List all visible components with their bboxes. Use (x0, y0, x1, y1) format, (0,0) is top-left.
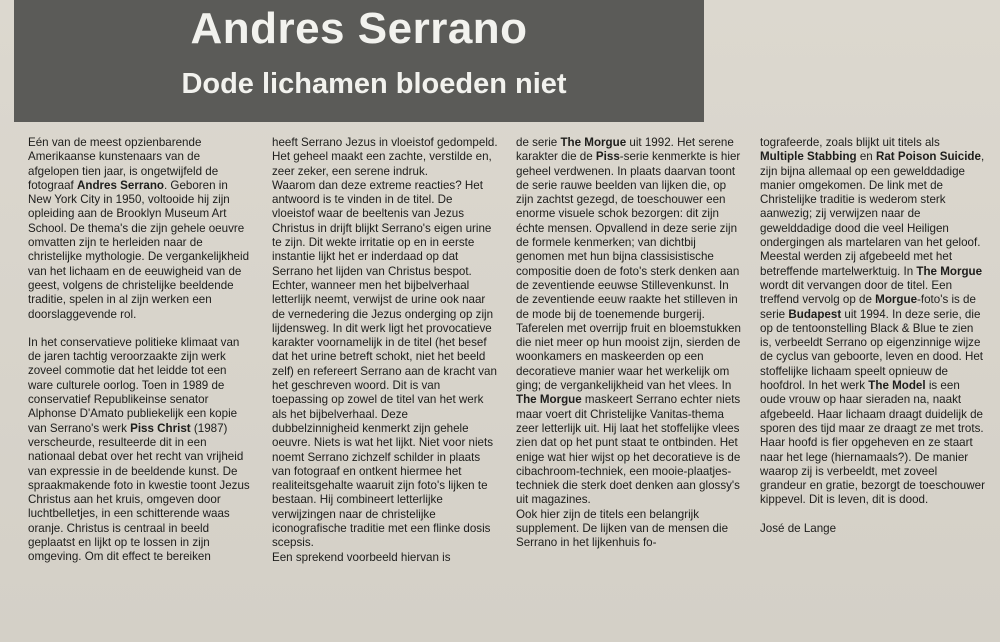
text-run: heeft Serrano Jezus in vloeistof gedompeld. Het geheel maakt een zachte, verstilde en, zeer zeker, een serene indruk. (272, 136, 498, 178)
highlighted-title: The Morgue (916, 264, 983, 278)
text-run: -serie kenmerkte is hier geheel verdwenen. In plaats daarvan toont de serie rauwe beelden van lijken die, op zijn zachtst gezegd, de toeschouwer een enorme visuele schok bezorgen: dit zijn échte mensen. Opvallend in deze serie zijn de formele kenmerken; van dichtbij genomen met hun bijna classisistische compositie doen de foto's sterk denken aan de zeventiende eeuwse Stillevenkunst. In de zeventiende eeuw raakte het stilleven in de mode bij de toenemende burgerij. Taferelen met overrijp fruit en bloemstukken die niet meer op hun mooist zijn, sierden de woonkamers en maskeerden op een decoratieve manier waar het werkelijk om ging; de vergankelijkheid van het vlees. In (516, 150, 741, 393)
highlighted-title: Rat Poison Suicide (875, 150, 981, 164)
text-run: de serie (516, 136, 561, 149)
highlighted-title: The Model (868, 379, 926, 393)
highlighted-title: Multiple Stabbing (760, 150, 857, 164)
text-run: en (856, 150, 876, 164)
paragraph (28, 336, 254, 565)
column-1 (28, 136, 254, 636)
text-run: wordt dit vervangen door de titel. Een treffend vervolg op de (760, 278, 953, 307)
text-run: . Geboren in New York City in 1950, voltooide hij zijn opleiding aan de Brooklyn Museum Art School. De thema's die zijn gehele oeuvre omvatten zijn te herleiden naar de christelijke mythologie. De vergankelijkheid van het lichaam en de eeuwigheid van de geest, volgens de christelijke beeldende traditie, spelen in al zijn werken een doorslaggevende rol. (28, 178, 250, 321)
text-run: Ook hier zijn de titels een belangrijk supplement. De lijken van de mensen die Serrano in het lijkenhuis fo- (516, 507, 729, 550)
text-run: In het conservatieve politieke klimaat van de jaren tachtig veroorzaakte zijn werk zoveel commotie dat het leidde tot een ware culturele oorlog. Toen in 1989 de conservatief Republikeinse senator Alphonse D'Amato publiekelijk een kopie van Serrano's werk (28, 335, 240, 435)
highlighted-title: Piss (595, 150, 620, 164)
highlighted-title: Budapest (788, 307, 842, 321)
text-run: Waarom dan deze extreme reacties? Het antwoord is te vinden in de titel. De vloeistof waar de beeltenis van Jezus Christus in drijft blijkt Serrano's eigen urine te zijn. Dit wekte irritatie op en in eerste instantie lijkt het er inderdaad op dat Serrano het lijden van Christus bespot. Echter, wanneer men het bijbelverhaal letterlijk neemt, verwijst de urine ook naar de vernedering die Jezus onderging op zijn lijdensweg. In dit werk ligt het provocatieve karakter voornamelijk in de titel (het besef dat het urine betreft schokt, niet het beeld zelf) en refereert Serrano aan de kracht van het geschreven woord. Dit is van toepassing op zowel de titel van het werk als het bijbelverhaal. Deze dubbelzinnigheid kenmerkt zijn gehele oeuvre. Niets is wat het lijkt. Niet voor niets noemt Serrano zichzelf schilder in plaats van fotograaf en ontkent hiermee het realiteitsgehalte waaruit zijn foto's lijken te bestaan. Hij combineert letterlijke verwijzingen naar de christelijke iconografische traditie met een flinke dosis scepsis. (272, 178, 497, 550)
paragraph (272, 136, 498, 179)
text-run: uit 1992. Het serene karakter die de (516, 136, 734, 164)
column-4 (760, 136, 986, 636)
paragraph (28, 136, 254, 322)
text-run: -foto's is de serie (760, 293, 976, 321)
text-run: Eén van de meest opzienbarende Amerikaanse kunstenaars van de afgelopen tien jaar, is ongetwijfeld de fotograaf (28, 136, 219, 192)
highlighted-title: The Morgue (516, 393, 582, 407)
paragraph (516, 136, 742, 508)
paragraph (272, 551, 498, 565)
column-3 (516, 136, 742, 636)
text-run: tografeerde, zoals blijkt uit titels als (760, 136, 940, 149)
article-title: Andres Serrano (190, 4, 528, 53)
article-body (28, 136, 985, 636)
highlighted-title: Andres Serrano (77, 178, 164, 192)
paragraph (516, 508, 742, 551)
text-run: , zijn bijna allemaal op een gewelddadige manier omgekomen. De link met de Christelijke traditie is wederom sterk aanwezig; zij verwijzen naar de gewelddadige dood die veel Heiligen ondergingen als martelaren van het geloof. Meestal werden zij afgebeeld met het betreffende martelwerktuig. In (760, 150, 985, 278)
author-signature: José de Lange (760, 521, 837, 535)
text-run: Een sprekend voorbeeld hiervan is (272, 550, 451, 564)
highlighted-title: The Morgue (560, 136, 627, 149)
highlighted-title: Morgue (875, 293, 918, 307)
text-run: (1987) verscheurde, resulteerde dit in een nationaal debat over het recht van vrijheid van expressie in de beeldende kunst. De spraakmakende foto in kwestie toont Jezus Christus aan het kruis, omgeven door luchtbelletjes, in een schitterende waas oranje. Christus is centraal in beeld geplaatst en lijkt op te lossen in zijn omgeving. Om dit effect te bereiken (28, 421, 250, 564)
highlighted-title: Piss Christ (130, 421, 191, 435)
paragraph (760, 136, 986, 508)
column-2 (272, 136, 498, 636)
text-run: is een oude vrouw op haar sieraden na, naakt afgebeeld. Haar lichaam draagt duidelijk de sporen des tijd maar ze draagt ze met trots. Haar hoofd is fier opgeheven en ze staart naar het lege (hiernamaals?). De manier waarop zij is verbeeldt, met zoveel grandeur en gratie, bezorgt de toeschouwer kippevel. Dit is leven, dit is dood. (760, 379, 985, 507)
article-subtitle: Dode lichamen bloeden niet (181, 68, 567, 100)
paragraph (272, 179, 498, 551)
text-run: maskeert Serrano echter niets maar voert dit Christelijke Vanitas-thema zeer letterlijk uit. Hij laat het stoffelijke vlees zien dat op het punt staat te ontbinden. Het enige wat hier wijst op het decoratieve is de cibachroom-techniek, een mooie-plaatjes-techniek die sterk doet denken aan glossy's uit magazines. (516, 393, 741, 507)
text-run: uit 1994. In deze serie, die op de tentoonstelling Black & Blue te zien is, verbeeldt Serrano op eigenzinnige wijze de cyclus van geboorte, leven en dood. Het stoffelijke lichaam speelt opnieuw de hoofdrol. In het werk (760, 307, 984, 393)
